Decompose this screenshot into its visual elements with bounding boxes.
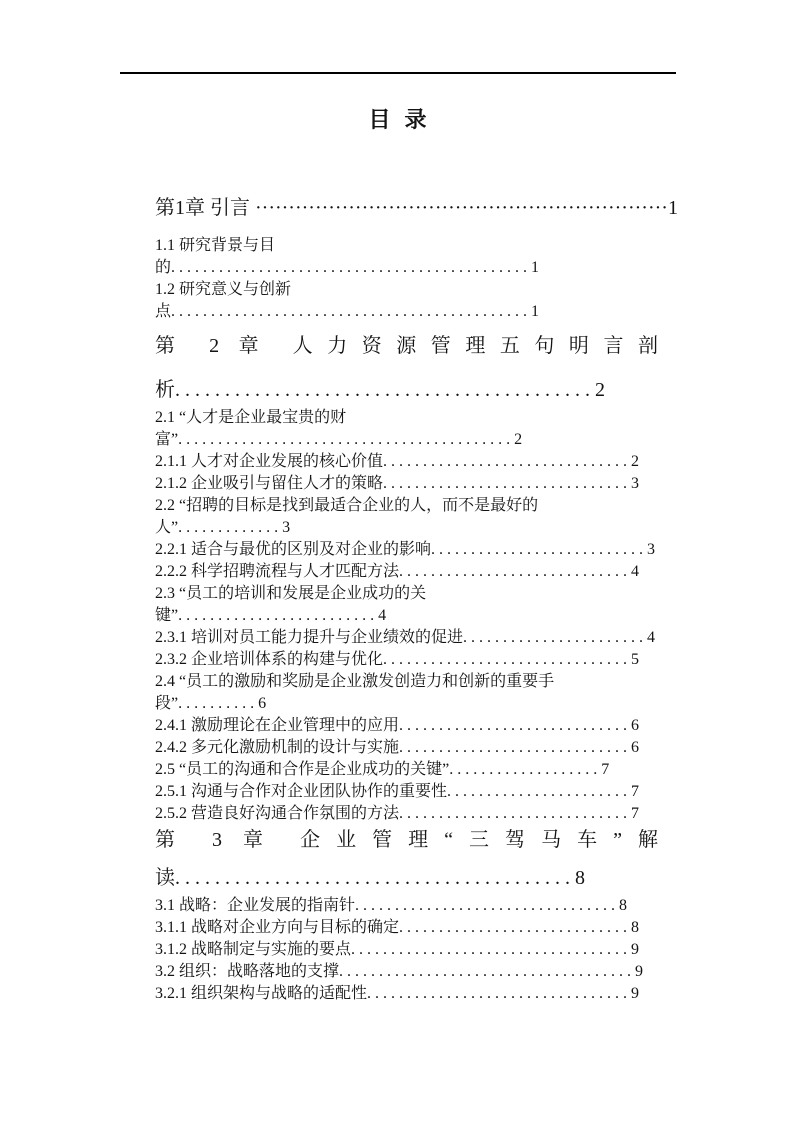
toc-line	[155, 605, 658, 627]
toc-line	[155, 495, 658, 517]
toc-leader-dots: . . . . . . . . . . . . . . . . . . . . . . .	[447, 783, 632, 800]
toc-leader-dots: . . . . . . . . . . . . . . . . . . . . . . . . . . . . . . . . . . . . . . . .	[175, 867, 575, 889]
toc	[155, 193, 678, 1005]
toc-entry-label: 2.1.2 企业吸引与留住人才的策略	[155, 475, 384, 492]
toc-line	[155, 539, 658, 561]
toc-entry-label: 2.2.2 科学招聘流程与人才匹配方法	[155, 563, 400, 580]
toc-page-number: 1	[531, 259, 540, 276]
toc-line	[155, 693, 658, 715]
toc-page-number: 3	[631, 475, 640, 492]
toc-entry-label: 2.3 “员工的培训和发展是企业成功的关	[155, 585, 427, 602]
toc-page-number: 9	[631, 941, 640, 958]
toc-page-number: 9	[635, 963, 644, 980]
toc-leader-dots: . . . . . . . . . . . . . . . . . . . . . . . . . . . . . . . . . . . . . . . . . .	[175, 379, 595, 401]
toc-line	[155, 961, 658, 983]
toc-page-number: 4	[647, 629, 656, 646]
toc-line	[155, 803, 658, 825]
toc-leader-dots: . . . . . . . . . . . . . . . . . . . . . . . . . . . . . . . . . . . . .	[339, 963, 636, 980]
toc-entry-label: 2.4 “员工的激励和奖励是企业激发创造力和创新的重要手	[155, 673, 555, 690]
toc-entry-label: 2.4.2 多元化激励机制的设计与实施	[155, 739, 400, 756]
toc-leader-dots: . . . . . . . . . . . . .	[178, 519, 283, 536]
toc-page-number: 8	[575, 867, 585, 889]
toc-line	[155, 235, 658, 257]
toc-line	[155, 671, 658, 693]
toc-entry-label: 3.1.2 战略制定与实施的要点	[155, 941, 352, 958]
toc-page-number: 5	[631, 651, 640, 668]
toc-leader-dots: . . . . . . . . . . . . . . . . . . . . . . . . . . . . . . . . .	[367, 985, 632, 1002]
toc-page-number: 1	[531, 303, 540, 320]
toc-entry-label: 第 2 章 人力资源管理五句明言剖	[155, 335, 658, 357]
toc-page-number: 4	[631, 563, 640, 580]
toc-line	[155, 583, 658, 605]
toc-page-number: 8	[619, 897, 628, 914]
toc-leader-dots: . . . . . . . . . . . . . . . . . . . . . . . . . . . . . . .	[383, 475, 632, 492]
toc-entry-label: 2.5.1 沟通与合作对企业团队协作的重要性	[155, 783, 448, 800]
toc-entry-label: 1.1 研究背景与目	[155, 237, 276, 254]
toc-entry-label: 析	[155, 379, 175, 401]
toc-page-number: 6	[258, 695, 267, 712]
toc-entry-label: 2.2 “招聘的目标是找到最适合企业的人，而不是最好的	[155, 497, 539, 514]
toc-entry-label: 富”	[155, 431, 179, 448]
toc-leader-dots: . . . . . . . . . .	[178, 695, 259, 712]
toc-entry-label: 3.1 战略：企业发展的指南针	[155, 897, 356, 914]
toc-line	[155, 825, 658, 855]
toc-leader-dots: . . . . . . . . . . . . . . . . . . . . . . . . . . . . . . .	[383, 651, 632, 668]
toc-page-number: 9	[631, 985, 640, 1002]
toc-entry-label: 2.1 “人才是企业最宝贵的财	[155, 409, 347, 426]
toc-entry-label: 第 3 章 企业管理“三驾马车”解	[155, 829, 658, 851]
toc-page-number: 3	[282, 519, 291, 536]
toc-entry-label: 3.2 组织：战略落地的支撑	[155, 963, 340, 980]
toc-entry-label: 的	[155, 259, 172, 276]
toc-leader-dots: . . . . . . . . . . . . . . . . . . . . . . . . .	[178, 607, 379, 624]
toc-line	[155, 627, 658, 649]
toc-line	[155, 737, 658, 759]
toc-line	[155, 649, 658, 671]
toc-page-number: 6	[631, 717, 640, 734]
toc-entry-label: 2.4.1 激励理论在企业管理中的应用	[155, 717, 400, 734]
toc-leader-dots: . . . . . . . . . . . . . . . . . . . . . . . . . . . . . . . . . . . . . . . . . .	[178, 431, 515, 448]
toc-line	[155, 429, 658, 451]
toc-entry-label: 读	[155, 867, 175, 889]
toc-page-number: 7	[601, 761, 610, 778]
toc-line	[155, 331, 658, 361]
toc-leader-dots: . . . . . . . . . . . . . . . . . . . . . . . . . . . . . . . . . . . . . . . . . . . . .	[171, 259, 532, 276]
toc-line	[155, 917, 658, 939]
toc-leader-dots: . . . . . . . . . . . . . . . . . . .	[449, 761, 602, 778]
toc-leader-dots: ······························································	[255, 197, 668, 219]
toc-entry-label: 键”	[155, 607, 179, 624]
toc-leader-dots: . . . . . . . . . . . . . . . . . . . . . . . . . . . . .	[399, 805, 632, 822]
toc-line	[155, 473, 658, 495]
toc-line	[155, 715, 658, 737]
toc-line	[155, 517, 658, 539]
toc-leader-dots: . . . . . . . . . . . . . . . . . . . . . . . . . . . . . . .	[383, 453, 632, 470]
toc-entry-label: 段”	[155, 695, 179, 712]
toc-title: 目 录	[368, 107, 428, 132]
toc-entry-label: 人”	[155, 519, 179, 536]
toc-page-number: 2	[514, 431, 523, 448]
toc-entry-label: 3.2.1 组织架构与战略的适配性	[155, 985, 368, 1002]
toc-entry-label: 3.1.1 战略对企业方向与目标的确定	[155, 919, 400, 936]
toc-leader-dots: . . . . . . . . . . . . . . . . . . . . . . . . . . . . .	[399, 563, 632, 580]
toc-page-number: 7	[631, 783, 640, 800]
header-rule	[120, 72, 676, 74]
toc-entry-label: 2.1.1 人才对企业发展的核心价值	[155, 453, 384, 470]
toc-line	[155, 375, 658, 405]
toc-leader-dots: . . . . . . . . . . . . . . . . . . . . . . . . . . . . .	[399, 919, 632, 936]
toc-line	[155, 759, 658, 781]
toc-line	[155, 193, 678, 223]
toc-page-number: 8	[631, 919, 640, 936]
toc-line	[155, 895, 658, 917]
toc-entry-label: 2.3.1 培训对员工能力提升与企业绩效的促进	[155, 629, 464, 646]
toc-page-number: 3	[647, 541, 656, 558]
toc-page-number: 2	[595, 379, 605, 401]
toc-line	[155, 939, 658, 961]
toc-entry-label: 2.3.2 企业培训体系的构建与优化	[155, 651, 384, 668]
toc-leader-dots: . . . . . . . . . . . . . . . . . . . . . . .	[463, 629, 648, 646]
toc-leader-dots: . . . . . . . . . . . . . . . . . . . . . . . . . . . . .	[399, 717, 632, 734]
toc-entry-label: 2.5 “员工的沟通和合作是企业成功的关键”	[155, 761, 450, 778]
toc-entry-label: 点	[155, 303, 172, 320]
toc-line	[155, 451, 658, 473]
toc-line	[155, 561, 658, 583]
toc-line	[155, 257, 658, 279]
toc-line	[155, 407, 658, 429]
toc-leader-dots: . . . . . . . . . . . . . . . . . . . . . . . . . . .	[431, 541, 648, 558]
toc-page-number: 6	[631, 739, 640, 756]
toc-entry-label: 1.2 研究意义与创新	[155, 281, 292, 298]
toc-page-number: 2	[631, 453, 640, 470]
toc-page-number: 4	[378, 607, 387, 624]
toc-line	[155, 279, 658, 301]
toc-line	[155, 301, 658, 323]
toc-entry-label: 第1章 引言	[155, 197, 255, 219]
toc-leader-dots: . . . . . . . . . . . . . . . . . . . . . . . . . . . . . . . . .	[355, 897, 620, 914]
toc-leader-dots: . . . . . . . . . . . . . . . . . . . . . . . . . . . . .	[399, 739, 632, 756]
toc-entry-label: 2.5.2 营造良好沟通合作氛围的方法	[155, 805, 400, 822]
toc-line	[155, 781, 658, 803]
toc-line	[155, 983, 658, 1005]
toc-page-number: 7	[631, 805, 640, 822]
toc-entry-label: 2.2.1 适合与最优的区别及对企业的影响	[155, 541, 432, 558]
toc-leader-dots: . . . . . . . . . . . . . . . . . . . . . . . . . . . . . . . . . . .	[351, 941, 632, 958]
toc-line	[155, 863, 658, 893]
toc-page-number: 1	[667, 197, 678, 219]
toc-leader-dots: . . . . . . . . . . . . . . . . . . . . . . . . . . . . . . . . . . . . . . . . . . . . .	[171, 303, 532, 320]
